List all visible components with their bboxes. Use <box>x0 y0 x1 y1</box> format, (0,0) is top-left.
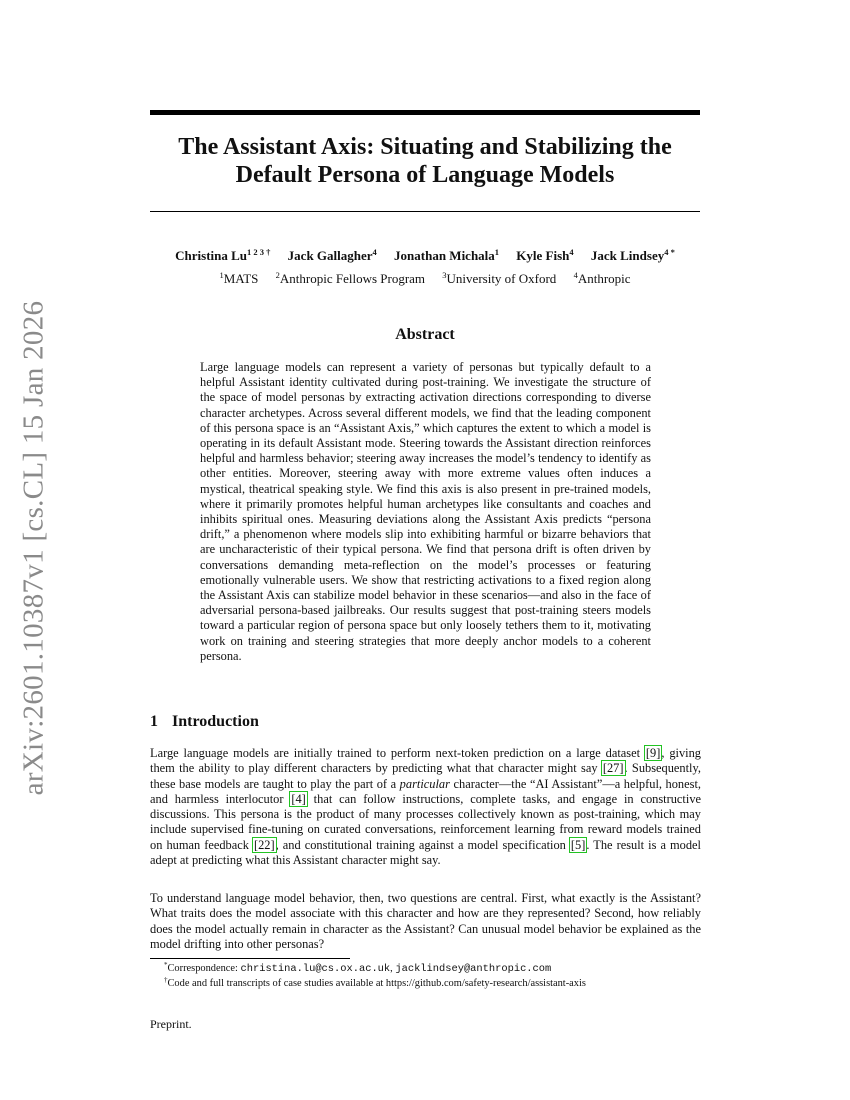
footnote-code-link: †Code and full transcripts of case studies available at https://github.com/safety-research/assistant-axis <box>164 976 586 989</box>
citation-link[interactable]: [9] <box>645 746 661 760</box>
author-list <box>150 248 700 264</box>
intro-paragraph-1: Large language models are initially trained to perform next-token prediction on a large dataset [9], giving them the ability to play different characters by predicting what that character might say [27]. Subsequently, these base models are taught to play the part of a particular character—the “AI Assistant”—a helpful, honest, and harmless interlocutor [4] that can follow instructions, complete tasks, and engage in constructive discussions. This persona is the product of many processes collectively known as post-training, which may include supervised fine-tuning on curated conversations, reinforcement learning from reward models trained on human feedback [22], and constitutional training against a model specification [5]. The result is a model adept at predicting what this Assistant character might say. <box>150 746 702 868</box>
citation-link[interactable]: [4] <box>291 791 306 806</box>
author: Christina $Lu^{1 2 3 \dagger}$ <box>175 247 271 263</box>
title-bottom-rule <box>150 211 700 212</box>
abstract-text: Large language models can represent a variety of personas but typically default to a helpful Assistant identity cultivated during post-training. We investigate the structure of the space of model personas by extracting activation directions corresponding to diverse character archetypes. Across several different models, we find that the leading component of this persona space is an “Assistant Axis,” which captures the extent to which a model is operating in its default Assistant mode. Steering towards the Assistant direction reinforces helpful and harmless behavior; steering away increases the model’s tendency to identify as other entities. Moreover, steering away with more extreme values often induces a mystical, theatrical speaking style. We find this axis is also present in pre-trained models, where it primarily promotes helpful human archetypes like consultants and coaches and inhibits spiritual ones. Measuring deviations along the Assistant Axis predicts “persona drift,” a phenomenon where models slip into exhibiting harmful or bizarre behaviors that are uncharacteristic of their typical persona. We find that persona drift is often driven by conversations demanding meta-reflection on the model’s processes or featuring emotionally vulnerable users. We show that restricting activations to a fixed region along the Assistant Axis can stabilize model behavior in these scenarios—and also in the face of adversarial persona-based jailbreaks. Our results suggest that post-training steers models toward a particular region of persona space but only loosely tethers them to it, motivating work on training and steering strategies that more deeply anchor models to a coherent persona. <box>200 360 651 663</box>
citation-link[interactable]: [5] <box>570 837 586 852</box>
author: Jack Lindsey$^{4 *}$ <box>590 247 675 263</box>
citation-link[interactable]: [27] <box>602 761 624 776</box>
title-top-rule <box>150 110 700 115</box>
arxiv-identifier: arXiv:2601.10387v1 [cs.CL] 15 Jan 2026 <box>17 300 50 796</box>
author: Jack Gallagher$^4$ <box>287 247 377 263</box>
footnote-correspondence: *Correspondence: christina.lu@cs.ox.ac.uk, jacklindsey@anthropic.com <box>164 961 552 975</box>
footnote-rule <box>150 958 350 959</box>
affiliation: $^2$Anthropic Fellows Program <box>275 270 426 286</box>
affiliation: $^4$Anthropic <box>573 270 631 286</box>
author: Kyle Fish$^4$ <box>516 247 574 263</box>
paper-title: The Assistant Axis: Situating and Stabilizing the Default Persona of Language Models <box>178 134 672 188</box>
email-link[interactable]: jacklindsey@anthropic.com <box>395 963 552 975</box>
intro-paragraph-2: To understand language model behavior, then, two questions are central. First, what exactly is the Assistant? What traits does the model associate with this character and how are they represented? Second, how reliably does the model actually remain in character as the Assistant? Can unusual model behavior be explained as the model drifting into other personas? <box>150 891 701 951</box>
section-heading-introduction: 1 Introduction <box>150 713 259 730</box>
email-link[interactable]: christina.lu@cs.ox.ac.uk <box>240 963 391 975</box>
affiliation: $^1$MATS <box>219 270 259 286</box>
affiliation: $^3$University of Oxford <box>442 270 557 286</box>
affiliation-list <box>150 271 700 287</box>
author: Jonathan Michala$^1$ <box>394 247 500 263</box>
preprint-label: Preprint. <box>150 1017 192 1031</box>
citation-link[interactable]: [22] <box>253 837 275 852</box>
abstract-heading: Abstract <box>395 326 455 343</box>
